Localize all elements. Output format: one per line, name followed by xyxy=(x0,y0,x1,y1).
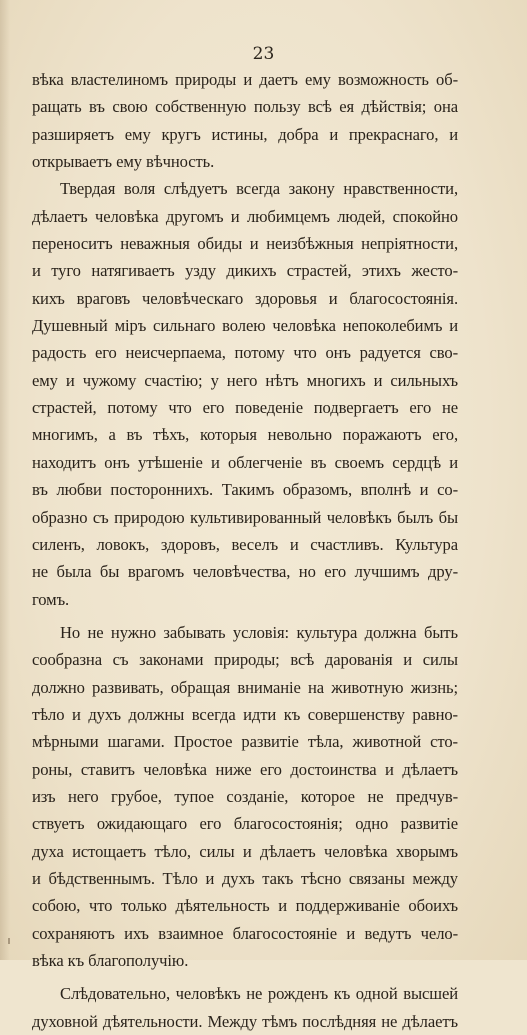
text-line: вѣка властелиномъ природы и даетъ ему возможность об- xyxy=(32,70,458,89)
text-line: дѣлаетъ человѣка другомъ и любимцемъ людей, спокойно xyxy=(32,206,458,226)
text-line: мѣрными шагами. Простое развитіе тѣла, животной сто- xyxy=(32,732,458,752)
text-line: радость его неисчерпаема, потому что онъ радуется сво- xyxy=(32,343,458,363)
text-line: ращать въ свою собственную пользу всѣ ея дѣйствія; она xyxy=(32,97,458,117)
text-line: открываетъ ему вѣчность. xyxy=(32,152,215,172)
text-line: Твердая воля слѣдуетъ всегда закону нравственности, xyxy=(60,179,458,199)
text-line: тѣло и духъ должны всегда идти къ совершенству равно- xyxy=(32,704,458,724)
text-line: и туго натягиваетъ узду дикихъ страстей, этихъ жесто- xyxy=(32,261,458,281)
text-line: страстей, потому что его поведеніе подвергаетъ его не xyxy=(32,398,458,418)
text-line: ствуетъ ожидающаго его благосостоянія; одно развитіе xyxy=(32,814,458,834)
paper-speck xyxy=(8,938,10,944)
text-line: духа истощаетъ тѣло, силы и дѣлаетъ человѣка хворымъ xyxy=(32,841,458,861)
text-line: Но не нужно забывать условія: культура должна быть xyxy=(60,622,458,642)
body-text xyxy=(32,66,458,1035)
page-number: 23 xyxy=(252,44,275,64)
text-line: Слѣдовательно, человѣкъ не рожденъ къ одной высшей xyxy=(60,984,458,1004)
text-line: кихъ враговъ человѣческаго здоровья и благосостоянія. xyxy=(32,288,458,308)
text-line: не была бы врагомъ человѣчества, но его лучшимъ дру- xyxy=(32,562,458,582)
text-line: многимъ, а въ тѣхъ, которыя невольно поражаютъ его, xyxy=(32,425,458,445)
text-line: духовной дѣятельности. Между тѣмъ послѣдняя не дѣлаетъ xyxy=(32,1011,458,1031)
text-line: находитъ онъ утѣшеніе и облегченіе въ своемъ сердцѣ и xyxy=(32,452,458,472)
text-line: разширяетъ ему кругъ истины, добра и прекраснаго, и xyxy=(32,124,458,144)
text-line: Душевный міръ сильнаго волею человѣка непоколебимъ и xyxy=(32,316,458,336)
text-line: въ любви постороннихъ. Такимъ образомъ, вполнѣ и со- xyxy=(32,480,458,500)
text-line: изъ него грубое, тупое созданіе, которое не предчув- xyxy=(32,786,458,806)
page-edge-shadow xyxy=(0,0,10,960)
text-line: образно съ природою культивированный человѣкъ былъ бы xyxy=(32,507,458,527)
text-line: сохраняютъ ихъ взаимное благосостояніе и ведутъ чело- xyxy=(32,923,458,943)
text-line: вѣка къ благополучію. xyxy=(32,951,189,970)
text-line: силенъ, ловокъ, здоровъ, веселъ и счастливъ. Культура xyxy=(32,534,458,554)
text-line: переноситъ неважныя обиды и неизбѣжныя непріятности, xyxy=(32,234,458,254)
text-line: собою, что только дѣятельность и поддерживаніе обоихъ xyxy=(32,896,458,916)
text-line: должно развивать, обращая вниманіе на животную жизнь; xyxy=(32,677,458,697)
text-line: гомъ. xyxy=(32,589,70,609)
text-line: сообразна съ законами природы; всѣ дарованія и силы xyxy=(32,650,458,670)
text-line: и бѣдственнымъ. Тѣло и духъ такъ тѣсно связаны между xyxy=(32,868,458,888)
text-line: ему и чужому счастію; у него нѣтъ многихъ и сильныхъ xyxy=(32,370,458,390)
text-line: роны, ставитъ человѣка ниже его достоинства и дѣлаетъ xyxy=(32,759,458,779)
